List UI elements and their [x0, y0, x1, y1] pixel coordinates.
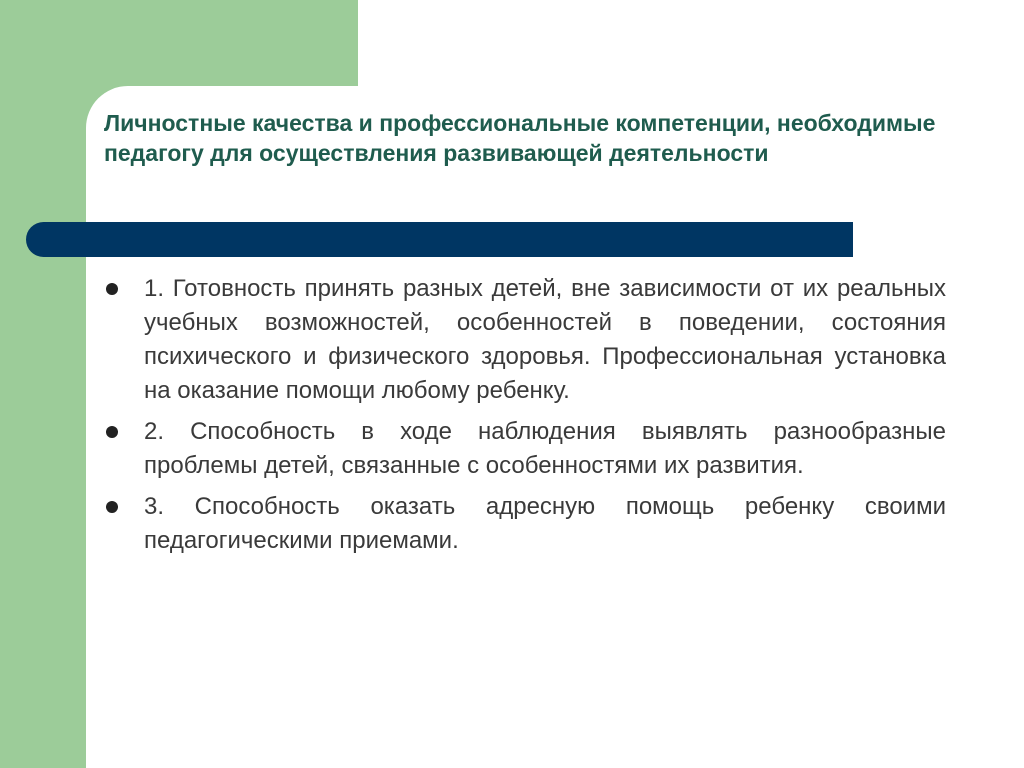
bullet-dot-icon: [106, 283, 118, 295]
bullet-item-2: [106, 415, 946, 483]
bullet-dot-icon: [106, 426, 118, 438]
bullet-text: 2. Способность в ходе наблюдения выявлять разнообразные проблемы детей, связанные с особенностями их развития.: [144, 418, 946, 479]
bullet-list: [106, 272, 946, 565]
slide-title: Личностные качества и профессиональные компетенции, необходимые педагогу для осуществления развивающей деятельности: [104, 110, 936, 166]
bullet-text: 1. Готовность принять разных детей, вне зависимости от их реальных учебных возможностей, особенностей в поведении, состояния психического и физического здоровья. Профессиональная установка на оказание помощи любому ребенку.: [144, 275, 946, 404]
bullet-item-3: [106, 490, 946, 558]
bullet-item-1: [106, 272, 946, 408]
title-underline-bar: [26, 222, 853, 257]
bullet-dot-icon: [106, 501, 118, 513]
bullet-text: 3. Способность оказать адресную помощь ребенку своими педагогическими приемами.: [144, 493, 946, 554]
